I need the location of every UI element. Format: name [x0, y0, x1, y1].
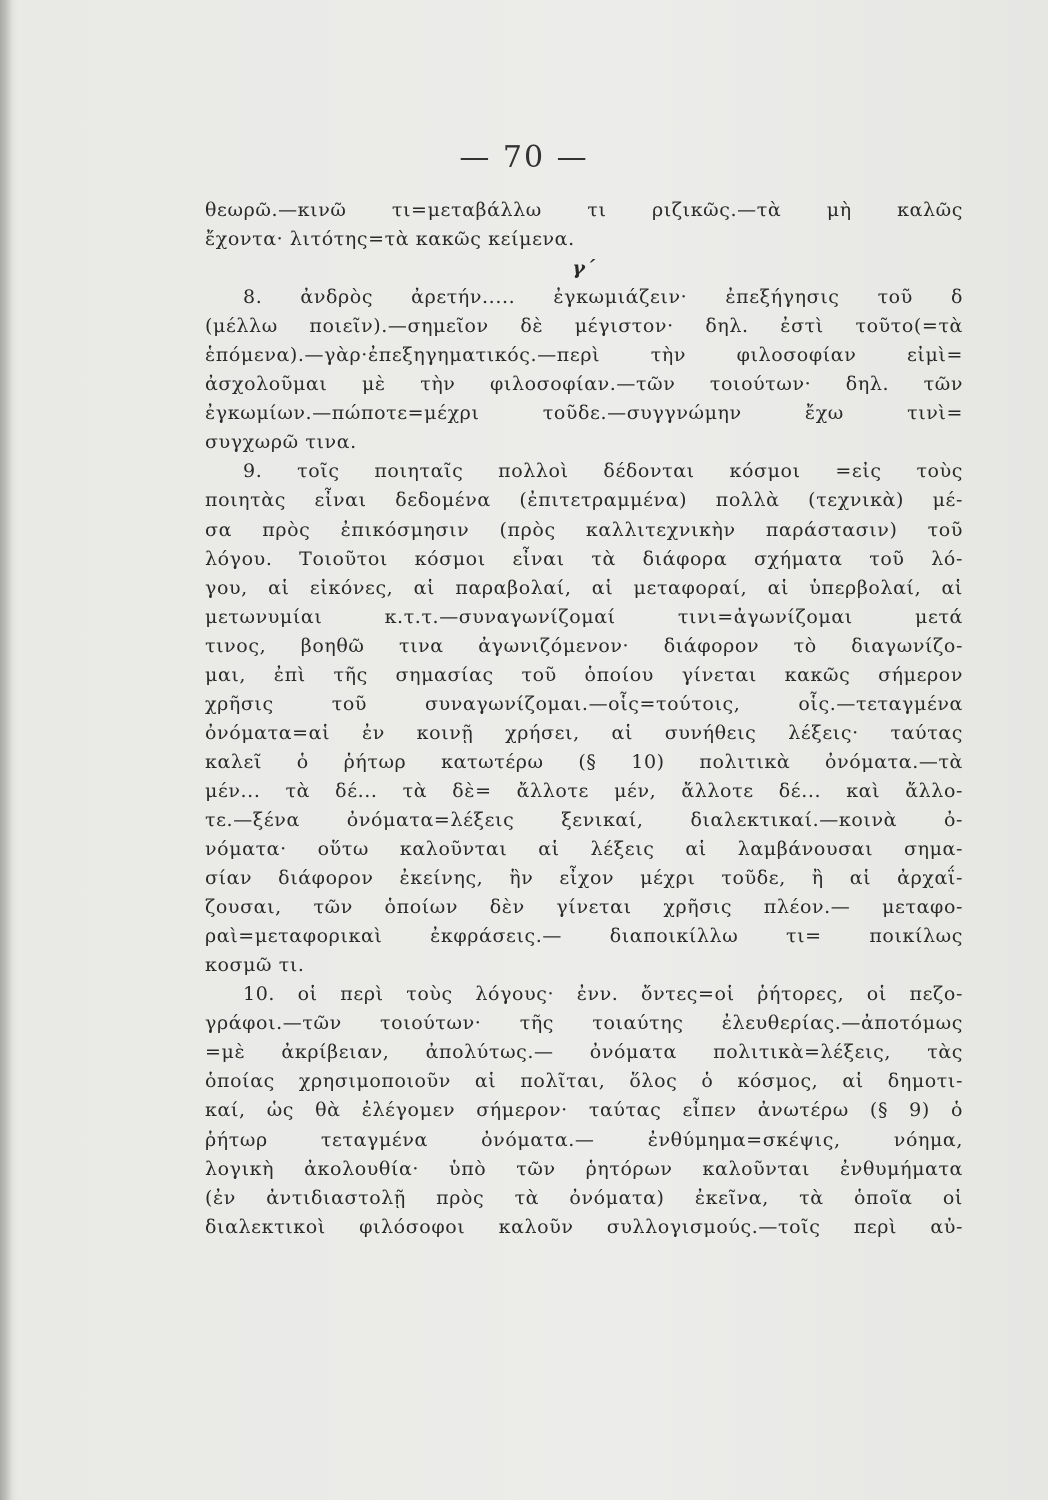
text-line: διαλεκτικοὶ φιλόσοφοι καλοῦν συλλογισμούς.—τοῖς περὶ αὐ- — [205, 1215, 963, 1238]
text-line: ὁποίας χρησιμοποιοῦν αἱ πολῖται, ὅλος ὁ κόσμος, αἱ δημοτι- — [205, 1070, 963, 1093]
text-line: σα πρὸς ἐπικόσμησιν (πρὸς καλλιτεχνικὴν παράστασιν) τοῦ — [205, 518, 963, 541]
text-line: λογικὴ ἀκολουθία· ὑπὸ τῶν ῥητόρων καλοῦνται ἐνθυμήματα — [205, 1157, 963, 1180]
text-line: 8. ἀνδρὸς ἀρετήν..... ἐγκωμιάζειν· ἐπεξήγησις τοῦ δ — [243, 286, 963, 309]
text-line: νόματα· οὕτω καλοῦνται αἱ λέξεις αἱ λαμβάνουσαι σημα- — [205, 838, 963, 861]
text-line: τε.—ξένα ὀνόματα=λέξεις ξενικαί, διαλεκτικαί.—κοινὰ ὀ- — [205, 808, 963, 831]
page-number: — 70 — — [459, 140, 589, 175]
text-line: ἔχοντα· λιτότης=τὰ κακῶς κείμενα. — [205, 228, 575, 251]
text-line: ζουσαι, τῶν ὁποίων δὲν γίνεται χρῆσις πλέον.— μεταφο- — [205, 896, 963, 919]
text-line: καί, ὡς θὰ ἐλέγομεν σήμερον· ταύτας εἶπεν ἀνωτέρω (§ 9) ὁ — [205, 1099, 963, 1122]
text-line: (μέλλω ποιεῖν).—σημεῖον δὲ μέγιστον· δηλ. ἐστὶ τοῦτο(=τὰ — [205, 315, 963, 338]
text-line: 10. οἱ περὶ τοὺς λόγους· ἐνν. ὄντες=οἱ ῥήτορες, οἱ πεζο- — [243, 983, 963, 1006]
text-line: ῥήτωρ τεταγμένα ὀνόματα.— ἐνθύμημα=σκέψις, νόημα, — [205, 1128, 963, 1151]
text-line: σίαν διάφορον ἐκείνης, ἣν εἶχον μέχρι τοῦδε, ἢ αἱ ἀρχαΐ- — [205, 867, 963, 890]
section-marker: γ΄ — [572, 257, 596, 280]
text-line: χρῆσις τοῦ συναγωνίζομαι.—οἷς=τούτοις, οἷς.—τεταγμένα — [205, 692, 963, 715]
text-line: γου, αἱ εἰκόνες, αἱ παραβολαί, αἱ μεταφοραί, αἱ ὑπερβολαί, αἱ — [205, 576, 963, 599]
text-line: ἐγκωμίων.—πώποτε=μέχρι τοῦδε.—συγγνώμην ἔχω τινὶ= — [205, 402, 963, 425]
text-line: καλεῖ ὁ ῥήτωρ κατωτέρω (§ 10) πολιτικὰ ὀνόματα.—τὰ — [205, 750, 963, 773]
text-line: μέν... τὰ δέ... τὰ δὲ= ἄλλοτε μέν, ἄλλοτε δέ... καὶ ἄλλο- — [205, 779, 963, 802]
text-line: μαι, ἐπὶ τῆς σημασίας τοῦ ὁποίου γίνεται κακῶς σήμερον — [205, 663, 963, 686]
text-line: συγχωρῶ τινα. — [205, 431, 357, 454]
text-line: ἑπόμενα).—γὰρ·ἐπεξηγηματικός.—περὶ τὴν φιλοσοφίαν εἰμὶ= — [205, 344, 963, 367]
text-line: λόγου. Τοιοῦτοι κόσμοι εἶναι τὰ διάφορα σχήματα τοῦ λό- — [205, 547, 963, 570]
text-line: ραὶ=μεταφορικαὶ ἐκφράσεις.— διαποικίλλω τι= ποικίλως — [205, 925, 963, 948]
text-line: γράφοι.—τῶν τοιούτων· τῆς τοιαύτης ἐλευθερίας.—ἀποτόμως — [205, 1012, 963, 1035]
text-line: τινος, βοηθῶ τινα ἀγωνιζόμενον· διάφορον τὸ διαγωνίζο- — [205, 634, 963, 657]
text-line: μετωνυμίαι κ.τ.τ.—συναγωνίζομαί τινι=ἀγωνίζομαι μετά — [205, 605, 963, 628]
text-line: κοσμῶ τι. — [205, 954, 305, 977]
text-line: (ἐν ἀντιδιαστολῇ πρὸς τὰ ὀνόματα) ἐκεῖνα, τὰ ὁποῖα οἱ — [205, 1186, 963, 1209]
text-line: =μὲ ἀκρίβειαν, ἀπολύτως.— ὀνόματα πολιτικὰ=λέξεις, τὰς — [205, 1041, 963, 1064]
text-line: θεωρῶ.—κινῶ τι=μεταβάλλω τι ριζικῶς.—τὰ μὴ καλῶς — [205, 199, 963, 221]
body-text — [205, 196, 963, 1242]
text-line: ἀσχολοῦμαι μὲ τὴν φιλοσοφίαν.—τῶν τοιούτων· δηλ. τῶν — [205, 373, 963, 396]
text-line: ποιητὰς εἶναι δεδομένα (ἐπιτετραμμένα) πολλὰ (τεχνικὰ) μέ- — [205, 489, 963, 512]
text-line: 9. τοῖς ποιηταῖς πολλοὶ δέδονται κόσμοι =εἰς τοὺς — [243, 460, 963, 483]
text-line: ὀνόματα=αἱ ἐν κοινῇ χρήσει, αἱ συνήθεις λέξεις· ταύτας — [205, 721, 963, 744]
binding-shadow — [0, 0, 12, 1500]
